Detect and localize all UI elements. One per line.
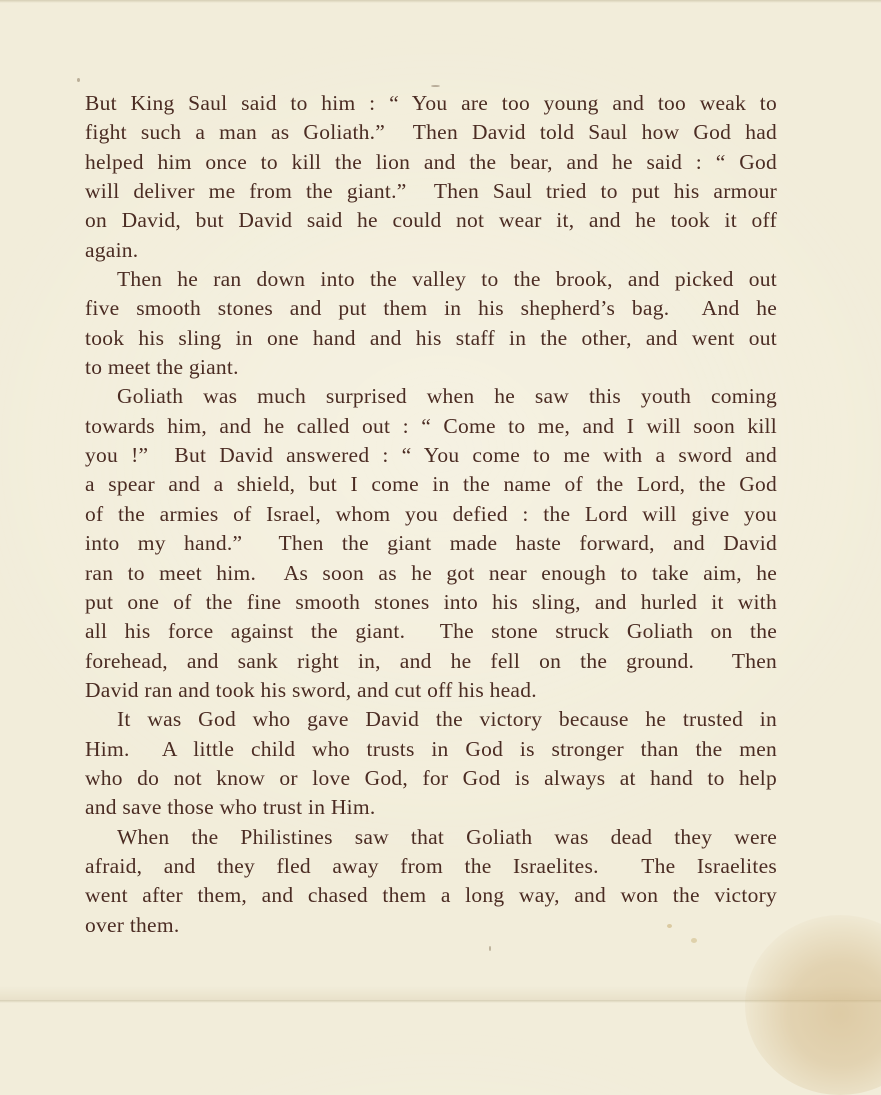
text-line: five smooth stones and put them in his shepherd’s bag. And he: [85, 296, 777, 321]
text-line: But King Saul said to him : “ You are too young and too weak to: [85, 91, 777, 115]
text-line: put one of the fine smooth stones into his sling, and hurled it with: [85, 589, 777, 614]
paragraph: [85, 265, 777, 382]
text-line: went after them, and chased them a long way, and won the victory: [85, 883, 777, 908]
text-line: who do not know or love God, for God is always at hand to help: [85, 765, 777, 790]
text-line: again.: [85, 237, 139, 262]
text-line: afraid, and they fled away from the Israelites. The Israelites: [85, 853, 777, 878]
text-line: It was God who gave David the victory because he trusted in: [117, 707, 777, 732]
text-line: Him. A little child who trusts in God is stronger than the men: [85, 736, 777, 761]
text-line: When the Philistines saw that Goliath was dead they were: [117, 824, 777, 849]
text-block: [85, 89, 777, 940]
text-line: will deliver me from the giant.” Then Saul tried to put his armour: [85, 179, 777, 204]
paragraph: [85, 705, 777, 822]
text-line: on David, but David said he could not wear it, and he took it off: [85, 208, 777, 233]
paragraph: [85, 823, 777, 940]
text-line: you !” But David answered : “ You come to me with a sword and: [85, 443, 777, 468]
paper-stain: [745, 915, 881, 1095]
paper-speck: [489, 946, 491, 951]
paragraph: [85, 89, 777, 265]
text-line: over them.: [85, 912, 180, 937]
text-line: of the armies of Israel, whom you defied : the Lord will give you: [85, 501, 777, 526]
paragraph: [85, 382, 777, 705]
text-line: towards him, and he called out : “ Come to me, and I will soon kill: [85, 413, 777, 438]
text-line: took his sling in one hand and his staff in the other, and went out: [85, 325, 777, 350]
paper-speck: [431, 85, 440, 87]
text-line: forehead, and sank right in, and he fell on the ground. Then: [85, 648, 777, 673]
text-line: to meet the giant.: [85, 355, 239, 380]
text-line: David ran and took his sword, and cut off his head.: [85, 677, 537, 702]
text-line: Then he ran down into the valley to the brook, and picked out: [117, 267, 777, 292]
text-line: into my hand.” Then the giant made haste forward, and David: [85, 531, 777, 556]
text-line: a spear and a shield, but I come in the name of the Lord, the God: [85, 472, 777, 497]
text-line: all his force against the giant. The stone struck Goliath on the: [85, 619, 777, 644]
paper-speck: [77, 78, 80, 82]
text-line: and save those who trust in Him.: [85, 795, 376, 820]
text-line: ran to meet him. As soon as he got near enough to take aim, he: [85, 560, 777, 585]
text-line: Goliath was much surprised when he saw this youth coming: [117, 384, 777, 409]
text-line: fight such a man as Goliath.” Then David told Saul how God had: [85, 120, 777, 145]
text-line: helped him once to kill the lion and the bear, and he said : “ God: [85, 149, 777, 174]
